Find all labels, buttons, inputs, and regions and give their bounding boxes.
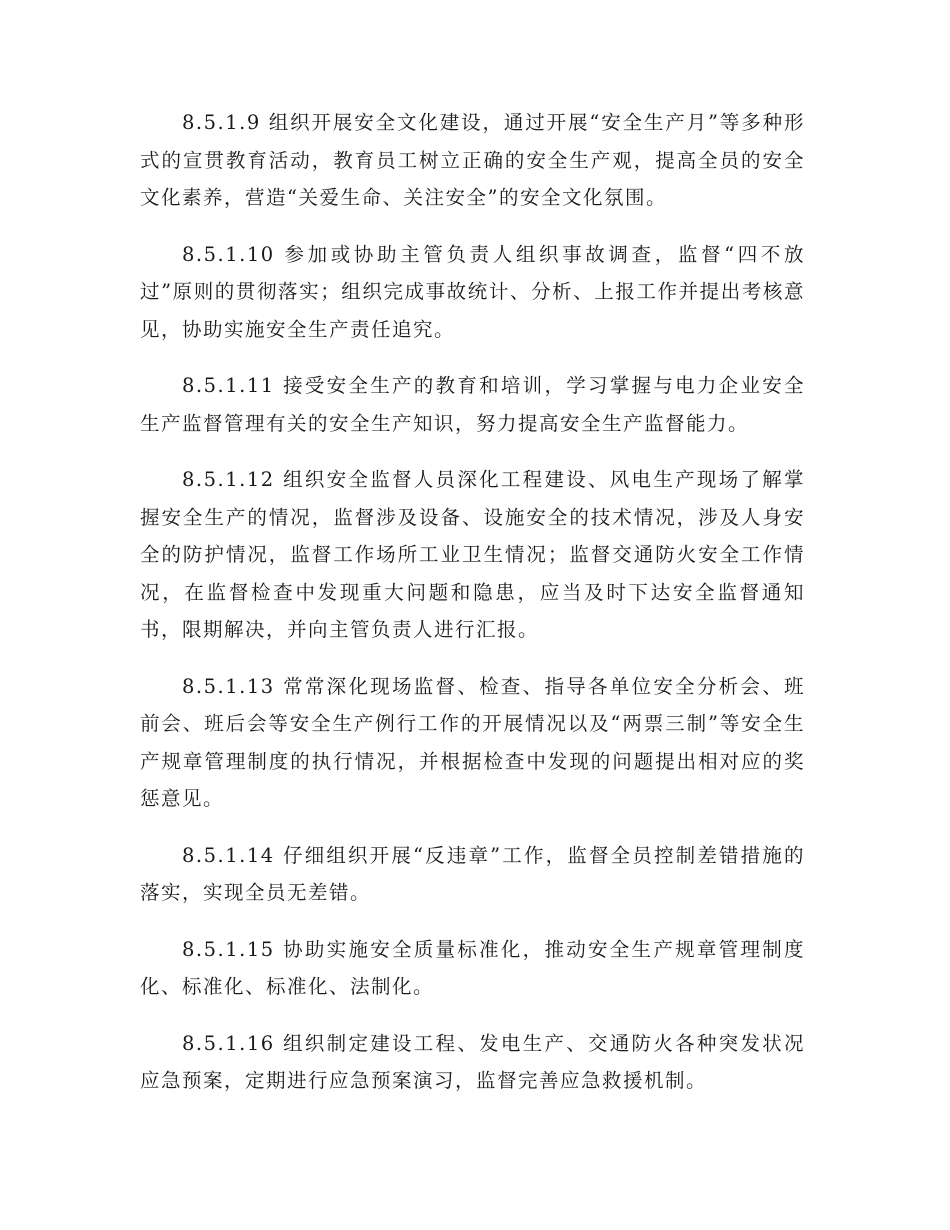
clause-8-5-1-12: 8.5.1.12 组织安全监督人员深化工程建设、风电生产现场了解掌握安全生产的情况，监督涉及设备、设施安全的技术情况，涉及人身安全的防护情况，监督工作场所工业卫生情况；监督交通防火安全工作情况，在监督检查中发现重大问题和隐患，应当及时下达安全监督通知书，限期解决，并向主管负责人进行汇报。 (140, 468, 805, 641)
clause-8-5-1-9: 8.5.1.9 组织开展安全文化建设，通过开展“安全生产月”等多种形式的宣贯教育活动，教育员工树立正确的安全生产观，提高全员的安全文化素养，营造“关爱生命、关注安全”的安全文化氛围。 (140, 111, 805, 209)
clause-8-5-1-10: 8.5.1.10 参加或协助主管负责人组织事故调查，监督“四不放过”原则的贯彻落实；组织完成事故统计、分析、上报工作并提出考核意见，协助实施安全生产责任追究。 (140, 242, 805, 341)
clause-8-5-1-11: 8.5.1.11 接受安全生产的教育和培训，学习掌握与电力企业安全生产监督管理有关的安全生产知识，努力提高安全生产监督能力。 (140, 374, 805, 435)
clause-8-5-1-13: 8.5.1.13 常常深化现场监督、检查、指导各单位安全分析会、班前会、班后会等安全生产例行工作的开展情况以及“两票三制”等安全生产规章管理制度的执行情况，并根据检查中发现的问题提出相对应的奖惩意见。 (140, 674, 805, 810)
clause-8-5-1-15: 8.5.1.15 协助实施安全质量标准化，推动安全生产规章管理制度化、标准化、标准化、法制化。 (140, 937, 805, 998)
clause-8-5-1-14: 8.5.1.14 仔细组织开展“反违章”工作，监督全员控制差错措施的落实，实现全员无差错。 (140, 843, 805, 904)
clause-8-5-1-16: 8.5.1.16 组织制定建设工程、发电生产、交通防火各种突发状况应急预案，定期进行应急预案演习，监督完善应急救援机制。 (140, 1031, 805, 1092)
document-page (140, 104, 805, 1119)
